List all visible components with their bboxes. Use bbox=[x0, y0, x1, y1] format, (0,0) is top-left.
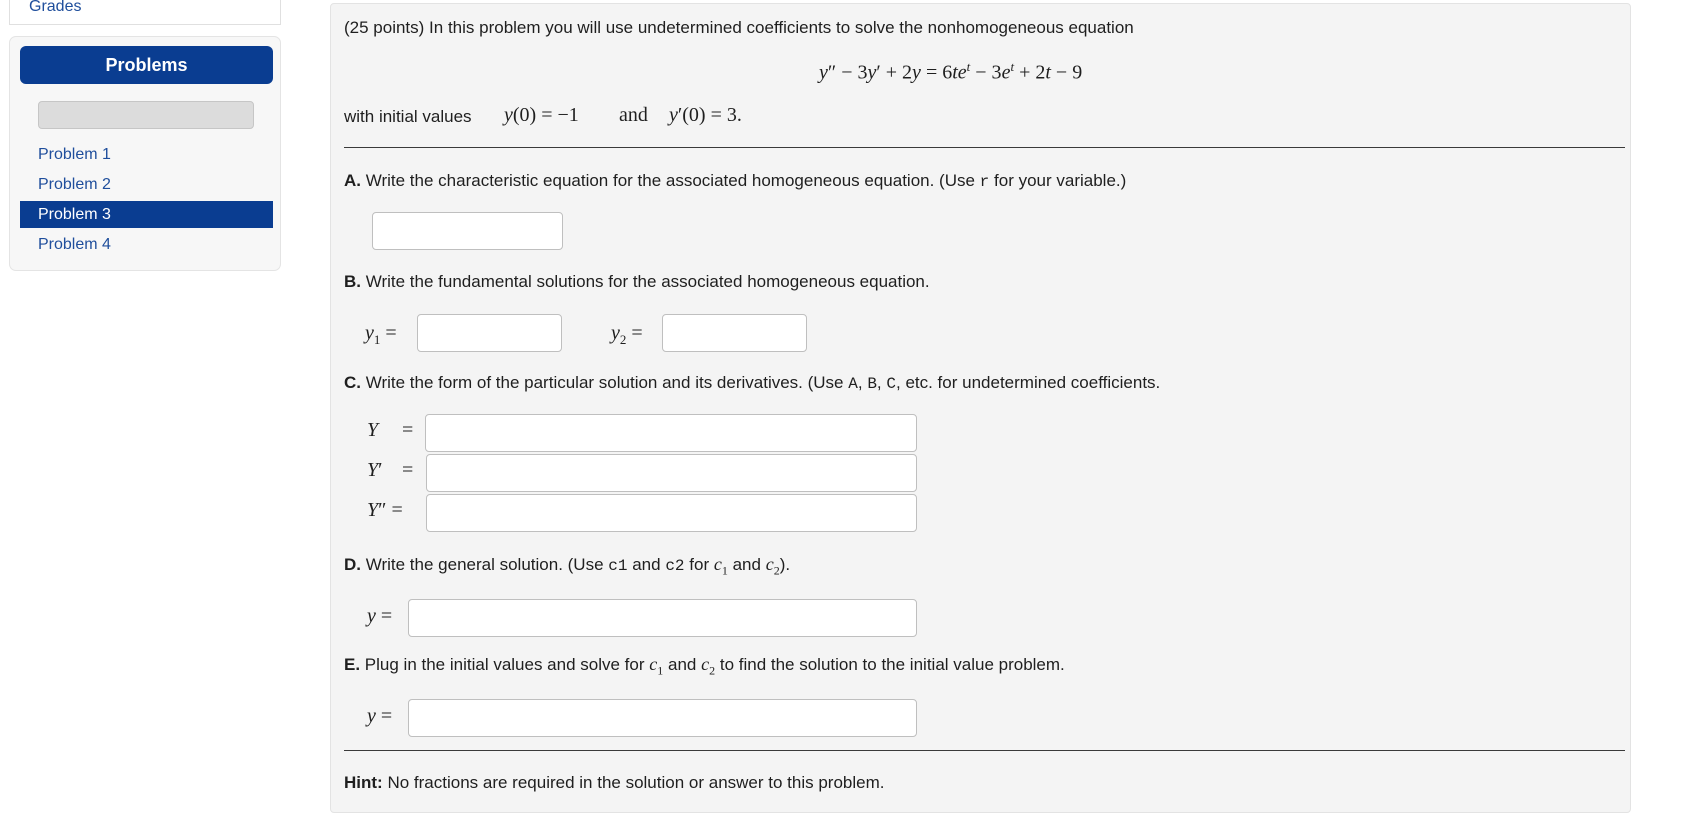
part-e-c2-math: $c_2$ bbox=[701, 654, 716, 678]
part-e-letter: E. bbox=[344, 655, 361, 674]
Y-input[interactable] bbox=[425, 414, 917, 452]
Y-prime-label: Y′ bbox=[367, 459, 383, 481]
part-c-letter: C. bbox=[344, 373, 361, 392]
part-c-coef-a: A bbox=[848, 375, 858, 393]
y2-input[interactable] bbox=[662, 314, 807, 352]
part-b-letter: B. bbox=[344, 272, 361, 291]
part-a-text: Write the characteristic equation for the associated homogeneous equation. (Use bbox=[365, 171, 975, 190]
part-d-c1-math: $c_1$ bbox=[713, 554, 728, 578]
part-a-var: r bbox=[979, 173, 990, 191]
initial-values-label: with initial values bbox=[344, 107, 472, 126]
problem-intro: (25 points) In this problem you will use undetermined coefficients to solve the nonhomogeneous equation bbox=[344, 18, 1134, 37]
divider-bottom bbox=[344, 750, 1625, 751]
Y-double-prime-label: Y″ = bbox=[367, 499, 403, 521]
equation: $y'' - 3y' + 2y = 6te^t - 3e^t + 2t - 9$ bbox=[819, 59, 1083, 84]
y1-input[interactable] bbox=[417, 314, 562, 352]
initial-value-y0-prime: y′(0) = 3. bbox=[669, 104, 742, 126]
part-a-prompt bbox=[344, 171, 1126, 191]
y2-label: $y_2$ = bbox=[611, 322, 643, 347]
part-d-for: for bbox=[689, 555, 710, 574]
part-b-text: Write the fundamental solutions for the associated homogeneous equation. bbox=[365, 272, 930, 291]
characteristic-equation-input[interactable] bbox=[372, 212, 563, 250]
sidebar-item-problem-2[interactable]: Problem 2 bbox=[38, 176, 111, 193]
part-c-text-after: etc. for undetermined coefficients. bbox=[905, 373, 1161, 392]
Y-prime-input[interactable] bbox=[426, 454, 917, 492]
general-solution-label: y = bbox=[367, 605, 393, 627]
part-c-text: Write the form of the particular solution and its derivatives. (Use bbox=[365, 373, 844, 392]
part-e-text: Plug in the initial values and solve for bbox=[364, 655, 645, 674]
part-e-c1-math: $c_1$ bbox=[649, 654, 664, 678]
part-c-coef-b: B bbox=[867, 375, 877, 393]
grades-box bbox=[9, 0, 281, 25]
initial-value-y0: y(0) = −1 bbox=[504, 104, 579, 126]
part-d-c1: c1 bbox=[608, 557, 628, 575]
ivp-solution-label: y = bbox=[367, 705, 393, 727]
part-d-text-after: ). bbox=[779, 555, 791, 574]
problem-panel bbox=[330, 3, 1631, 813]
sidebar-item-problem-3[interactable]: Problem 3 bbox=[20, 201, 273, 228]
Y-label: Y bbox=[367, 419, 379, 441]
hint-label: Hint: bbox=[344, 773, 383, 792]
part-d-text: Write the general solution. (Use bbox=[365, 555, 604, 574]
part-c-coef-c: C bbox=[886, 375, 896, 393]
y1-label: $y_1$ = bbox=[365, 322, 397, 347]
ivp-solution-input[interactable] bbox=[408, 699, 917, 737]
grades-link[interactable]: Grades bbox=[29, 0, 82, 15]
Y-prime-equals: = bbox=[402, 459, 414, 481]
part-e-text-after: to find the solution to the initial value problem. bbox=[719, 655, 1065, 674]
Y-equals: = bbox=[402, 419, 414, 441]
problems-panel bbox=[9, 36, 281, 271]
initial-values-and: and bbox=[619, 104, 648, 126]
sidebar-item-problem-4[interactable]: Problem 4 bbox=[38, 236, 111, 253]
divider-top bbox=[344, 147, 1625, 148]
part-d-prompt bbox=[344, 554, 790, 579]
part-d-and: and bbox=[632, 555, 661, 574]
progress-bar bbox=[38, 101, 254, 129]
part-a-text-after: for your variable.) bbox=[994, 171, 1127, 190]
part-d-letter: D. bbox=[344, 555, 361, 574]
hint-text: No fractions are required in the solution or answer to this problem. bbox=[387, 773, 885, 792]
hint bbox=[344, 773, 884, 793]
part-e-prompt bbox=[344, 654, 1065, 679]
Y-double-prime-input[interactable] bbox=[426, 494, 917, 532]
part-d-c2: c2 bbox=[665, 557, 685, 575]
part-a-letter: A. bbox=[344, 171, 361, 190]
problems-header: Problems bbox=[20, 46, 273, 84]
sidebar-item-problem-1[interactable]: Problem 1 bbox=[38, 146, 111, 163]
part-c-prompt: C. Write the form of the particular solution and its derivatives. (Use A, B, C, etc. for undetermined coefficients. bbox=[344, 373, 1161, 393]
part-b-prompt bbox=[344, 272, 930, 292]
part-d-and-2: and bbox=[732, 555, 761, 574]
part-d-c2-math: $c_2$ bbox=[765, 554, 780, 578]
part-e-and: and bbox=[668, 655, 697, 674]
general-solution-input[interactable] bbox=[408, 599, 917, 637]
